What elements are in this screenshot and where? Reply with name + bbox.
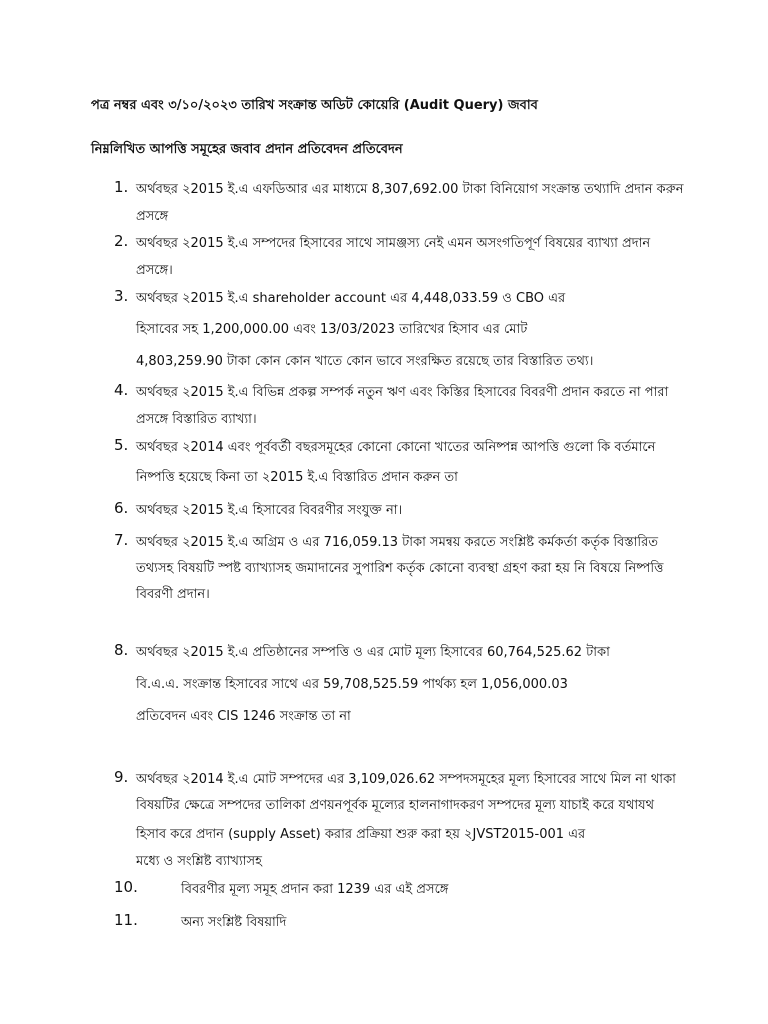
document-subheading: নিম্নলিখিত আপত্তি সমূহের জবাব প্রদান প্রতিবেদন প্রতিবেদন <box>91 142 403 157</box>
item-number: 2. <box>114 232 129 250</box>
item-number: 3. <box>114 287 129 305</box>
item-number: 11. <box>114 911 138 929</box>
item-text-line: অর্থবছর ২2014 ই.এ মোট সম্পদের এর 3,109,026.62 সম্পদসমূহের মূল্য হিসাবের সাথে মিল না থাকা <box>136 772 676 787</box>
document-heading: পত্র নম্বর এবং ৩/১০/২০২৩ তারিখ সংক্রান্ত অডিট কোয়েরি (Audit Query) জবাব <box>91 98 538 113</box>
item-text-line: বিষয়টির ক্ষেত্রে সম্পদের তালিকা প্রণয়নপূর্বক মূল্যের হালনাগাদকরণ সম্পদের মূল্য যাচাই করে যথাযথ <box>136 798 655 813</box>
item-text-line: প্রসঙ্গে। <box>136 263 173 278</box>
item-text-line: অর্থবছর ২2015 ই.এ সম্পদের হিসাবের সাথে সামঞ্জস্য নেই এমন অসংগতিপূর্ণ বিষয়ের ব্যাখ্যা প্রদান <box>136 236 651 251</box>
item-text-line: বিবরণী প্রদান। <box>136 587 210 602</box>
item-text-line: প্রসঙ্গে <box>136 209 169 224</box>
item-number: 4. <box>114 381 129 399</box>
item-text-line: অর্থবছর ২2015 ই.এ এফডিআর এর মাধ্যমে 8,307,692.00 টাকা বিনিয়োগ সংক্রান্ত তথ্যাদি প্রদান করুন <box>136 182 684 197</box>
item-text-line: অর্থবছর ২2015 ই.এ প্রতিষ্ঠানের সম্পত্তি ও এর মোট মূল্য হিসাবের 60,764,525.62 টাকা <box>136 645 610 660</box>
item-text-line: প্রতিবেদন এবং CIS 1246 সংক্রান্ত তা না <box>136 709 351 724</box>
item-number: 10. <box>114 878 138 896</box>
item-number: 8. <box>114 641 129 659</box>
item-number: 5. <box>114 436 129 454</box>
item-text-line: অর্থবছর ২2014 এবং পূর্ববর্তী বছরসমূহের কোনো কোনো খাতের অনিষ্পন্ন আপত্তি গুলো কি বর্তমানে <box>136 440 656 455</box>
item-text-line: মধ্যে ও সংশ্লিষ্ট ব্যাখ্যাসহ <box>136 854 262 869</box>
item-text-line: নিষ্পত্তি হয়েছে কিনা তা ২2015 ই.এ বিস্তারিত প্রদান করুন তা <box>136 470 458 485</box>
item-text-line: হিসাব করে প্রদান (supply Asset) করার প্রক্রিয়া শুরু করা হয় ২JVST2015-001 এর <box>136 827 586 842</box>
item-text-line: প্রসঙ্গে বিস্তারিত ব্যাখ্যা। <box>136 412 257 427</box>
item-text-line: অন্য সংশ্লিষ্ট বিষয়াদি <box>181 915 287 930</box>
item-number: 9. <box>114 768 129 786</box>
item-text-line: হিসাবের সহ 1,200,000.00 এবং 13/03/2023 তারিখের হিসাব এর মোট <box>136 322 528 337</box>
item-text-line: অর্থবছর ২2015 ই.এ হিসাবের বিবরণীর সংযুক্ত না। <box>136 503 403 518</box>
item-text-line: অর্থবছর ২2015 ই.এ অগ্রিম ও এর 716,059.13 টাকা সমন্বয় করতে সংশ্লিষ্ট কর্মকর্তা কর্তৃক বিস্তারিত <box>136 535 659 550</box>
item-number: 6. <box>114 499 129 517</box>
item-text-line: বি.এ.এ. সংক্রান্ত হিসাবের সাথে এর 59,708,525.59 পার্থক্য হল 1,056,000.03 <box>136 677 568 692</box>
item-text-line: অর্থবছর ২2015 ই.এ shareholder account এর 4,448,033.59 ও CBO এর <box>136 291 566 306</box>
item-number: 1. <box>114 178 129 196</box>
item-text-line: 4,803,259.90 টাকা কোন কোন খাতে কোন ভাবে সংরক্ষিত রয়েছে তার বিস্তারিত তথ্য। <box>136 354 594 369</box>
item-text-line: তথ্যসহ বিষয়টি স্পষ্ট ব্যাখ্যাসহ জমাদানের সুপারিশ কর্তৃক কোনো ব্যবস্থা গ্রহণ করা হয় নি বিষয়ে নিষ্পত্তি <box>136 561 664 576</box>
item-text-line: অর্থবছর ২2015 ই.এ বিভিন্ন প্রকল্প সম্পর্ক নতুন ঋণ এবং কিস্তির হিসাবের বিবরণী প্রদান করতে না পারা <box>136 385 669 400</box>
item-number: 7. <box>114 531 129 549</box>
item-text-line: বিবরণীর মূল্য সমূহ প্রদান করা 1239 এর এই প্রসঙ্গে <box>181 882 449 897</box>
